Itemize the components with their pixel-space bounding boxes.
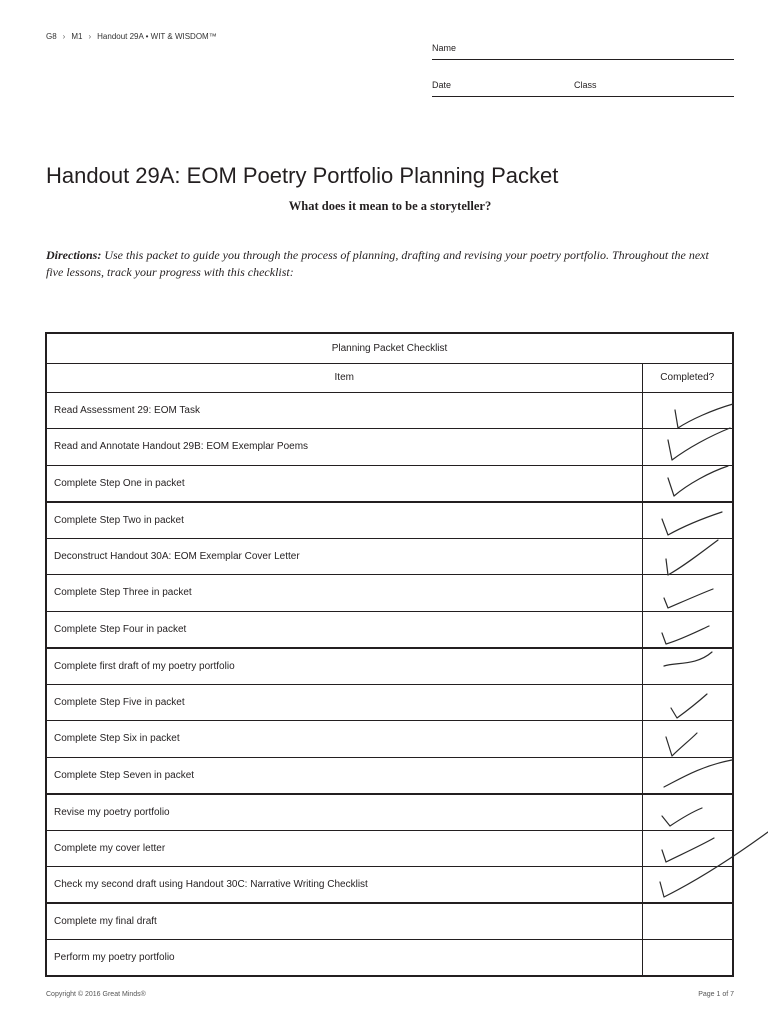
checklist-row [46,538,733,575]
breadcrumb-grade[interactable]: G8 [46,32,57,41]
breadcrumb-module[interactable]: M1 [71,32,83,41]
checklist-row [46,502,733,539]
completed-cell[interactable] [642,392,733,429]
checklist-item-label: Read and Annotate Handout 29B: EOM Exemplar Poems [46,429,642,466]
column-header-item: Item [46,363,642,392]
checklist-row [46,684,733,721]
name-label: Name [432,43,457,53]
checklist-item-label: Perform my poetry portfolio [46,940,642,977]
checklist-row [46,648,733,685]
checklist-item-label: Complete first draft of my poetry portfolio [46,648,642,685]
checklist-table [45,332,734,977]
breadcrumb [46,32,217,41]
checklist-row [46,392,733,429]
essential-question: What does it mean to be a storyteller? [288,199,492,213]
checklist-item-label: Complete Step Seven in packet [46,757,642,794]
checklist-item-label: Complete Step One in packet [46,465,642,502]
checklist-item-label: Complete Step Six in packet [46,721,642,758]
checklist-item-label: Complete Step Two in packet [46,502,642,539]
checklist-row [46,867,733,904]
completed-cell[interactable] [642,429,733,466]
checklist-item-label: Check my second draft using Handout 30C: Narrative Writing Checklist [46,867,642,904]
checklist-item-label: Read Assessment 29: EOM Task [46,392,642,429]
checklist-row [46,830,733,867]
checklist-item-label: Deconstruct Handout 30A: EOM Exemplar Cover Letter [46,538,642,575]
checklist-item-label: Complete my final draft [46,903,642,940]
date-class-field[interactable] [432,75,734,97]
completed-cell[interactable] [642,684,733,721]
completed-cell[interactable] [642,538,733,575]
checklist-item-label: Revise my poetry portfolio [46,794,642,831]
chevron-right-icon: › [88,32,92,41]
checklist-caption: Planning Packet Checklist [46,333,733,363]
checklist-row [46,794,733,831]
checklist-item-label: Complete my cover letter [46,830,642,867]
completed-cell[interactable] [642,465,733,502]
completed-cell[interactable] [642,757,733,794]
chevron-right-icon: › [62,32,66,41]
checklist-item-label: Complete Step Five in packet [46,684,642,721]
checklist-row [46,429,733,466]
checklist-row [46,903,733,940]
footer-page-number: Page 1 of 7 [698,991,734,998]
checklist-row [46,465,733,502]
directions [46,247,726,281]
name-field[interactable] [432,38,734,60]
completed-cell[interactable] [642,611,733,648]
completed-cell[interactable] [642,648,733,685]
checklist-row [46,757,733,794]
completed-cell[interactable] [642,575,733,612]
class-label: Class [574,80,597,90]
completed-cell[interactable] [642,721,733,758]
completed-cell[interactable] [642,903,733,940]
checklist-row [46,611,733,648]
checklist-item-label: Complete Step Three in packet [46,575,642,612]
checklist-row [46,575,733,612]
completed-cell[interactable] [642,794,733,831]
checklist-row [46,721,733,758]
completed-cell[interactable] [642,502,733,539]
checklist-row [46,940,733,977]
footer-copyright: Copyright © 2016 Great Minds® [46,991,146,998]
breadcrumb-doc: Handout 29A • WIT & WISDOM™ [97,32,217,41]
date-label: Date [432,80,452,90]
directions-text: Use this packet to guide you through the process of planning, drafting and revising your poetry portfolio. Throughout the next five lessons, track your progress with this checklist: [46,248,709,279]
page-title: Handout 29A: EOM Poetry Portfolio Planning Packet [46,163,559,188]
completed-cell[interactable] [642,940,733,977]
checklist-item-label: Complete Step Four in packet [46,611,642,648]
column-header-completed: Completed? [642,363,733,392]
completed-cell[interactable] [642,830,733,867]
completed-cell[interactable] [642,867,733,904]
directions-label: Directions: [46,248,102,262]
